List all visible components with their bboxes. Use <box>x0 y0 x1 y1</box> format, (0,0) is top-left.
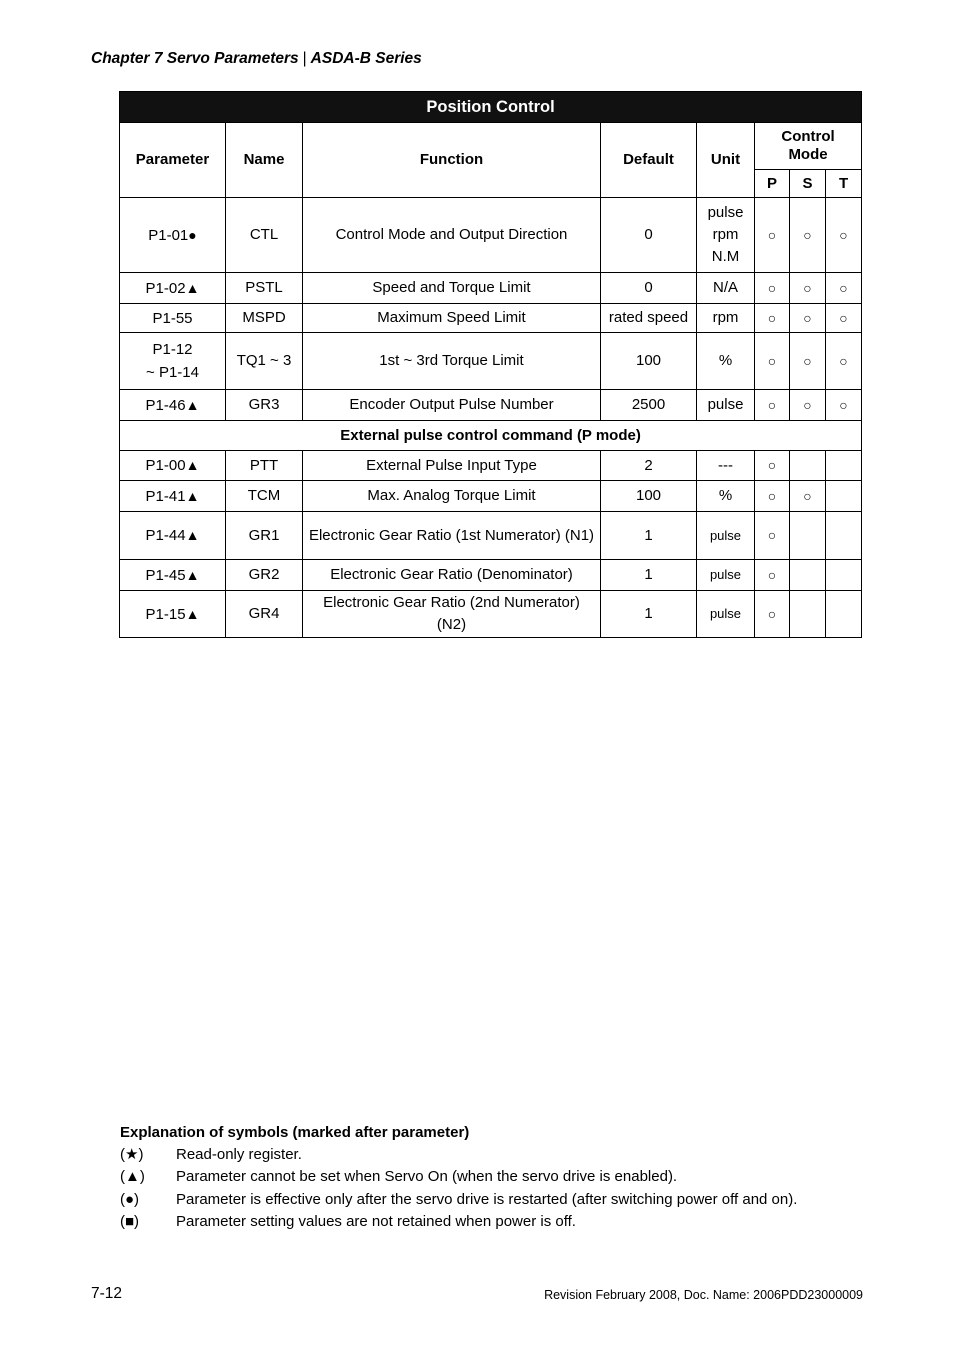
mode-t-mark: ○ <box>839 396 848 413</box>
mode-s-cell <box>790 273 826 304</box>
param-id: P1-41 <box>145 487 186 505</box>
param-symbol: ▲ <box>185 279 200 296</box>
table-row <box>120 333 862 390</box>
position-control-table <box>119 91 862 638</box>
mode-p-mark: ○ <box>767 487 777 504</box>
col-parameter: Parameter <box>120 123 226 198</box>
default-cell: 100 <box>601 481 697 512</box>
mode-p-cell <box>755 333 790 390</box>
default-cell: 0 <box>601 198 697 273</box>
default-cell: 0 <box>601 273 697 304</box>
col-t: T <box>826 170 862 198</box>
param-cell <box>120 304 226 333</box>
name-cell: GR3 <box>226 390 303 421</box>
mode-t-cell <box>826 512 862 560</box>
name-cell: GR4 <box>226 591 303 638</box>
param-cell <box>120 451 226 481</box>
mode-p-cell <box>755 390 790 421</box>
default-cell: 100 <box>601 333 697 390</box>
default-cell: 1 <box>601 591 697 638</box>
col-p: P <box>755 170 790 198</box>
mode-t-cell <box>826 198 862 273</box>
param-id: P1-15 <box>145 605 186 623</box>
mode-p-mark: ○ <box>767 309 777 326</box>
mode-p-mark: ○ <box>767 566 777 583</box>
mode-t-cell <box>826 304 862 333</box>
function-cell: Electronic Gear Ratio (Denominator) <box>303 560 601 591</box>
param-id: P1-00 <box>145 457 186 474</box>
page-number: 7-12 <box>91 1285 123 1302</box>
function-cell: 1st ~ 3rd Torque Limit <box>303 333 601 390</box>
legend-symbol: (★) <box>120 1146 144 1164</box>
param-symbol: ▲ <box>185 566 200 583</box>
col-default: Default <box>601 123 697 198</box>
unit-cell: pulse <box>697 560 755 591</box>
unit-cell: rpm <box>697 304 755 333</box>
param-symbol: ▲ <box>185 396 200 413</box>
function-cell: Electronic Gear Ratio (1st Numerator) (N1) <box>303 512 601 560</box>
function-cell: Speed and Torque Limit <box>303 273 601 304</box>
col-function: Function <box>303 123 601 198</box>
col-control-mode: Control Mode <box>755 123 862 170</box>
legend-title: Explanation of symbols (marked after parameter) <box>120 1124 470 1141</box>
unit-cell: % <box>697 333 755 390</box>
param-id: P1-44 <box>145 527 186 544</box>
param-cell <box>120 481 226 512</box>
page-header <box>91 50 422 68</box>
param-id: P1-46 <box>145 396 186 414</box>
legend-symbol: (●) <box>120 1190 140 1208</box>
param-cell <box>120 273 226 304</box>
mode-s-cell <box>790 560 826 591</box>
function-cell: Control Mode and Output Direction <box>303 198 601 273</box>
default-cell: rated speed <box>601 304 697 333</box>
name-cell: TCM <box>226 481 303 512</box>
mode-p-cell <box>755 591 790 638</box>
function-cell: Max. Analog Torque Limit <box>303 481 601 512</box>
default-cell: 1 <box>601 560 697 591</box>
table-row <box>120 512 862 560</box>
name-cell: CTL <box>226 198 303 273</box>
mode-p-cell <box>755 451 790 481</box>
name-cell: PTT <box>226 451 303 481</box>
mode-s-mark: ○ <box>803 279 812 296</box>
mode-p-cell <box>755 512 790 560</box>
param-cell <box>120 390 226 421</box>
unit-cell: N/A <box>697 273 755 304</box>
legend-text: Parameter cannot be set when Servo On (when the servo drive is enabled). <box>176 1168 678 1186</box>
param-id: P1-01 <box>148 226 189 244</box>
mode-p-cell <box>755 481 790 512</box>
function-cell: External Pulse Input Type <box>303 451 601 481</box>
param-cell <box>120 560 226 591</box>
mode-p-mark: ○ <box>767 352 777 369</box>
col-name: Name <box>226 123 303 198</box>
param-cell <box>120 198 226 273</box>
mode-t-cell <box>826 481 862 512</box>
table-row <box>120 451 862 481</box>
mode-t-cell <box>826 451 862 481</box>
legend-text: Parameter is effective only after the servo drive is restarted (after switching power off and on). <box>176 1190 798 1208</box>
revision-info: Revision February 2008, Doc. Name: 2006PDD23000009 <box>544 1288 863 1302</box>
table-row <box>120 390 862 421</box>
mode-s-cell <box>790 304 826 333</box>
table-row <box>120 273 862 304</box>
mode-p-cell <box>755 198 790 273</box>
legend-item <box>120 1143 797 1166</box>
table-row <box>120 591 862 638</box>
unit-cell: pulse rpm N.M <box>697 198 755 273</box>
function-cell: Electronic Gear Ratio (2nd Numerator) (N2) <box>303 591 601 638</box>
mode-t-cell <box>826 390 862 421</box>
mode-t-cell <box>826 591 862 638</box>
name-cell: TQ1 ~ 3 <box>226 333 303 390</box>
mode-p-cell <box>755 560 790 591</box>
mode-p-cell <box>755 304 790 333</box>
default-cell: 2 <box>601 451 697 481</box>
mode-p-mark: ○ <box>767 396 777 413</box>
param-cell <box>120 591 226 638</box>
mode-s-mark: ○ <box>803 352 812 369</box>
legend-symbol: (■) <box>120 1213 140 1231</box>
unit-cell: pulse <box>697 512 755 560</box>
param-symbol: ▲ <box>185 457 200 473</box>
legend-text: Parameter setting values are not retained when power is off. <box>176 1213 576 1231</box>
header-separator: | <box>302 50 307 67</box>
name-cell: GR2 <box>226 560 303 591</box>
mode-p-mark: ○ <box>767 457 777 473</box>
table-row <box>120 304 862 333</box>
default-cell: 1 <box>601 512 697 560</box>
mode-t-mark: ○ <box>839 226 848 243</box>
param-symbol: ● <box>188 226 197 243</box>
mode-s-mark: ○ <box>803 487 812 504</box>
chapter-title: Chapter 7 Servo Parameters <box>91 50 299 67</box>
col-unit: Unit <box>697 123 755 198</box>
legend-item <box>120 1188 797 1211</box>
unit-cell: pulse <box>697 390 755 421</box>
mode-s-cell <box>790 390 826 421</box>
param-id: P1-45 <box>145 566 186 584</box>
mode-p-mark: ○ <box>767 527 777 543</box>
mode-s-cell <box>790 333 826 390</box>
table-row <box>120 560 862 591</box>
name-cell: PSTL <box>226 273 303 304</box>
legend-item <box>120 1211 797 1234</box>
name-cell: GR1 <box>226 512 303 560</box>
mode-t-cell <box>826 273 862 304</box>
unit-cell: pulse <box>697 591 755 638</box>
mode-t-cell <box>826 560 862 591</box>
series-title: ASDA-B Series <box>310 50 422 67</box>
mode-p-mark: ○ <box>767 605 777 622</box>
param-symbol: ▲ <box>185 487 200 504</box>
param-id: P1-02 <box>145 279 186 297</box>
param-symbol: ▲ <box>185 527 200 543</box>
mode-t-mark: ○ <box>839 309 848 326</box>
col-s: S <box>790 170 826 198</box>
mode-t-mark: ○ <box>839 279 848 296</box>
param-symbol: ▲ <box>185 605 200 622</box>
mode-s-mark: ○ <box>803 309 812 326</box>
name-cell: MSPD <box>226 304 303 333</box>
param-cell <box>120 333 226 390</box>
param-id: P1-12 ~ P1-14 <box>146 340 199 381</box>
mode-p-cell <box>755 273 790 304</box>
legend-text: Read-only register. <box>176 1145 302 1163</box>
mode-t-mark: ○ <box>839 352 848 369</box>
function-cell: Encoder Output Pulse Number <box>303 390 601 421</box>
table-title: Position Control <box>120 92 862 123</box>
unit-cell: % <box>697 481 755 512</box>
legend-item <box>120 1166 797 1189</box>
default-cell: 2500 <box>601 390 697 421</box>
mode-t-cell <box>826 333 862 390</box>
mode-p-mark: ○ <box>767 279 777 296</box>
section-heading: External pulse control command (P mode) <box>120 421 862 451</box>
mode-s-cell <box>790 451 826 481</box>
mode-s-cell <box>790 198 826 273</box>
mode-s-cell <box>790 591 826 638</box>
function-cell: Maximum Speed Limit <box>303 304 601 333</box>
unit-cell: --- <box>697 451 755 481</box>
mode-s-cell <box>790 481 826 512</box>
param-id: P1-55 <box>152 309 193 327</box>
legend-symbol: (▲) <box>120 1168 145 1186</box>
mode-p-mark: ○ <box>767 226 777 243</box>
table-row <box>120 481 862 512</box>
mode-s-mark: ○ <box>803 396 812 413</box>
mode-s-cell <box>790 512 826 560</box>
param-cell <box>120 512 226 560</box>
symbol-legend <box>120 1124 797 1233</box>
mode-s-mark: ○ <box>803 226 812 243</box>
table-row <box>120 198 862 273</box>
